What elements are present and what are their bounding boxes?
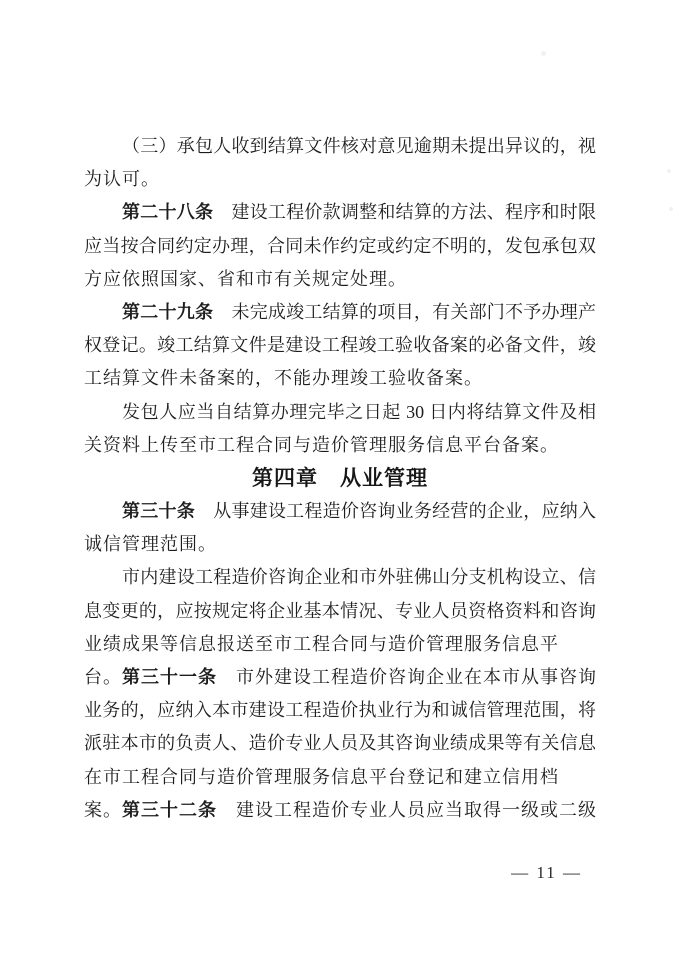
line-text: 市外建设工程造价咨询企业在本市从事咨询: [236, 667, 596, 687]
text-line: 权登记。竣工结算文件是建设工程竣工验收备案的必备文件，竣: [84, 335, 596, 356]
scan-artifact: [669, 207, 673, 211]
text-line: 业务的，应纳入本市建设工程造价执业行为和诚信管理范围，将: [84, 700, 596, 721]
text-line: [84, 495, 596, 528]
line-text: 未完成竣工结算的项目，有关部门不予办理产: [231, 301, 597, 322]
text-line: 派驻本市的负责人、造价专业人员及其咨询业绩成果等有关信息: [84, 733, 596, 754]
text-line: 方应依照国家、省和市有关规定处理。: [84, 268, 407, 289]
scan-artifact: [667, 169, 671, 173]
text-line: （三）承包人收到结算文件核对意见逾期未提出异议的，视: [122, 136, 596, 156]
document-body: [84, 130, 596, 827]
text-line: 工结算文件未备案的，不能办理竣工验收备案。: [84, 368, 483, 389]
article-number: 第三十条: [122, 501, 195, 522]
text-line: 息变更的，应按规定将企业基本情况、专业人员资格资料和咨询: [84, 600, 596, 621]
text-line: 在市工程合同与造价管理服务信息平台登记和建立信用档案。: [84, 766, 559, 820]
page-footer: [511, 863, 582, 883]
text-line: [84, 661, 596, 694]
text-line: 应当按合同约定办理，合同未作约定或约定不明的，发包承包双: [84, 235, 596, 256]
text-line: 业绩成果等信息报送至市工程合同与造价管理服务信息平台。: [84, 633, 559, 688]
line-text: 建设工程价款调整和结算的方法、程序和时限: [231, 202, 597, 223]
text-line: [84, 196, 596, 229]
page-number: — 11 —: [511, 863, 582, 882]
article-number: 第二十八条: [122, 202, 214, 223]
text-line: 为认可。: [84, 169, 160, 190]
line-text: 从事建设工程造价咨询业务经营的企业，应纳入: [213, 501, 597, 522]
article-number: 第三十一条: [122, 667, 217, 687]
text-line: 关资料上传至市工程合同与造价管理服务信息平台备案。: [84, 434, 559, 455]
article-number: 第三十二条: [122, 799, 217, 820]
chapter-heading: 第四章 从业管理: [252, 466, 428, 490]
scan-artifact: [541, 51, 546, 56]
text-line: [84, 296, 596, 329]
line-text: 建设工程造价专业人员应当取得一级或二级: [236, 799, 596, 820]
text-line: 发包人应当自结算办理完毕之日起 30 日内将结算文件及相: [122, 401, 596, 422]
text-line: 诚信管理范围。: [84, 534, 217, 555]
text-line: [84, 794, 596, 827]
article-number: 第二十九条: [122, 301, 214, 322]
text-line: 市内建设工程造价咨询企业和市外驻佛山分支机构设立、信: [122, 567, 596, 588]
